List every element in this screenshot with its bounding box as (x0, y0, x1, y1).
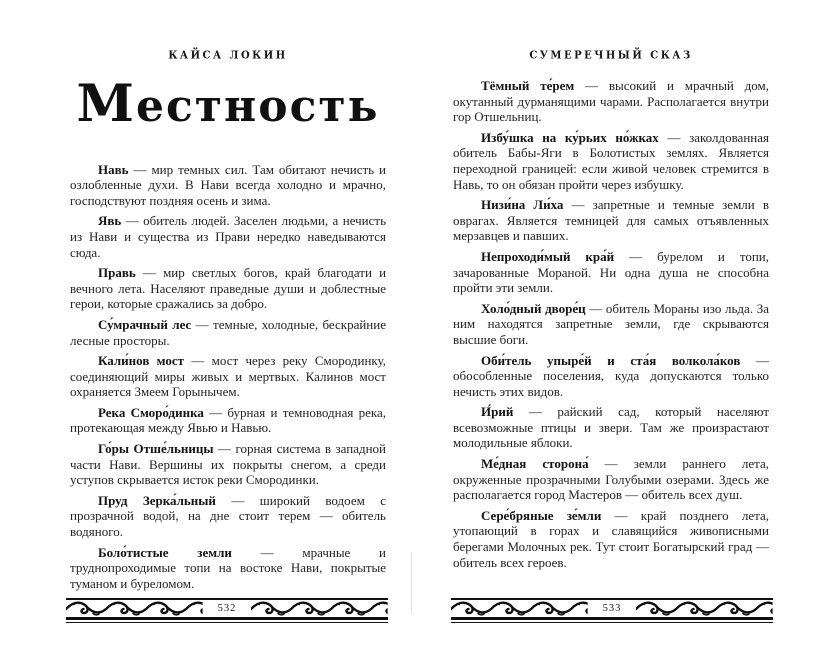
glossary-entry (70, 353, 386, 400)
vine-ornament (451, 601, 588, 617)
entry-term: И́рий (481, 404, 514, 420)
right-page (453, 50, 769, 575)
glossary-entry (70, 265, 386, 312)
dash-separator: — (571, 197, 585, 213)
entry-term: Явь (98, 213, 122, 229)
entry-term: Река Сморо́динка (98, 404, 204, 420)
entry-term: Избу́шка на ку́рьих но́жках (481, 129, 659, 145)
entry-definition: обособленные поселения, куда допускаются только нечисть этих видов. (453, 368, 769, 399)
vine-ornament (636, 601, 773, 617)
chapter-title: Местность (76, 73, 380, 134)
dash-separator: — (231, 492, 245, 508)
running-head-author: КАЙСА ЛОКИН (168, 49, 288, 62)
glossary-entry (453, 249, 769, 296)
glossary-entry (70, 162, 386, 209)
footer-thin-rule (66, 622, 388, 623)
dash-separator: — (195, 316, 209, 332)
dash-separator: — (629, 248, 643, 264)
entry-term: Боло́тистые земли (98, 544, 232, 560)
left-page (70, 50, 386, 596)
entry-definition: мрачные и труднопроходимые топи на востоке Нави, покрытые туманом и буреломом. (70, 544, 387, 591)
glossary-entry (453, 197, 769, 244)
dash-separator: — (191, 353, 205, 369)
entry-term: Пруд Зерка́льный (98, 492, 216, 508)
entry-term: Холо́дный дворе́ц (481, 300, 586, 316)
dash-separator: — (260, 544, 274, 560)
entry-definition: темные, холодные, бескрайние лесные просторы. (70, 316, 386, 348)
dash-separator: — (667, 129, 681, 145)
dash-separator: — (604, 456, 618, 472)
footer-right (451, 598, 773, 623)
glossary-entry (70, 441, 386, 488)
page-gutter-line (411, 552, 412, 614)
dash-separator: — (589, 300, 603, 316)
footer-ornament-band-left (66, 598, 388, 620)
entry-definition: мир темных сил. Там обитают нечисть и озлобленные духи. В Нави всегда холодно и мрачно, господствуют поздняя осень и зима. (70, 161, 386, 208)
entry-term: Тёмный те́рем (481, 78, 575, 93)
entry-definition: обитель Мораны изо льда. За ним находятся запретные земли, где скрываются высшие боги. (453, 300, 769, 347)
entry-term: Су́мрачный лес (98, 316, 192, 332)
glossary-entry (453, 456, 769, 503)
dash-separator: — (756, 352, 770, 368)
entry-term: Сере́бряные зе́мли (481, 507, 602, 523)
glossary-entries-right (453, 78, 769, 570)
entry-definition: бурная и темноводная река, протекающая между Явью и Навью. (70, 404, 387, 436)
glossary-entry (453, 508, 769, 570)
entry-definition: запретные и темные земли в оврагах. Является темницей для самых отъявленных мерзавцев и павших. (453, 197, 769, 244)
entry-definition: широкий водоем с прозрачной водой, на дне стоит терем — обитель водяного. (70, 492, 387, 540)
entry-term: Непроходи́мый кра́й (481, 248, 615, 264)
dash-separator: — (217, 441, 231, 457)
entry-definition: райский сад, который населяют всевозможные птицы и звери. Там же произрастают молодильные яблоки. (453, 404, 769, 451)
entry-definition: заколдованная обитель Бабы-Яги в Болотистых землях. Является переходной границей: если живой человек стремится в Навь, то он обязан пройти через избушку. (453, 129, 769, 192)
dash-separator: — (528, 404, 542, 420)
entry-definition: мир светлых богов, край благодати и вечного лета. Населяют праведные души и доблестные герои, которые сражались за добро. (70, 265, 387, 312)
glossary-entry (70, 545, 386, 592)
running-head-book-title: СУМЕРЕЧНЫЙ СКАЗ (529, 49, 693, 62)
glossary-entry (453, 130, 769, 192)
glossary-entry (453, 353, 769, 400)
entry-term: Ме́дная сторона́ (481, 456, 589, 472)
entry-definition: край позднего лета, утопающий в горах и славящийся живописными берегами Молочных рек. Тут стоит Богатырский град — обитель всех героев. (453, 507, 770, 570)
entry-term: Кали́нов мост (98, 353, 184, 369)
glossary-entry (70, 405, 386, 436)
glossary-entry (70, 317, 386, 348)
vine-ornament (251, 601, 388, 617)
entry-definition: горная система в западной части Нави. Вершины их покрыты снегом, а среди уступов скрывается исток реки Смородинки. (70, 441, 387, 488)
dash-separator: — (585, 78, 599, 93)
entry-term: Правь (98, 265, 136, 281)
page-number-left: 532 (217, 603, 237, 614)
footer-left (66, 598, 388, 623)
glossary-entry (453, 301, 769, 348)
entry-term: Низи́на Ли́ха (481, 197, 564, 213)
entry-definition: обитель людей. Заселен людьми, а нечисть из Нави и существа из Прави нередко наведываются сюда. (70, 213, 387, 260)
entry-definition: земли раннего лета, окруженные прозрачными Голубыми озерами. Здесь же располагается город Мастеров — обитель всех душ. (453, 456, 770, 503)
footer-ornament-band-right (451, 598, 773, 620)
entry-term: Навь (98, 161, 129, 177)
entry-definition: мост через реку Смородинку, соединяющий миры живых и мертвых. Калинов мост охраняется Змеем Горынычем. (70, 353, 387, 400)
glossary-entry (453, 78, 769, 125)
entry-term: Оби́тель упыре́й и ста́я волкола́ков (481, 352, 741, 368)
entry-definition: бурелом и топи, зачарованные Мораной. Ни одна душа не способна пройти эти земли. (453, 248, 770, 296)
glossary-entry (70, 213, 386, 260)
dash-separator: — (614, 507, 628, 523)
dash-separator: — (125, 213, 139, 229)
glossary-entry (70, 493, 386, 540)
page-number-right: 533 (602, 603, 622, 614)
dash-separator: — (209, 404, 223, 420)
dash-separator: — (142, 265, 156, 281)
footer-thin-rule (451, 622, 773, 623)
dash-separator: — (133, 161, 147, 177)
vine-ornament (66, 601, 203, 617)
glossary-entry (453, 404, 769, 451)
entry-term: Го́ры Отше́льницы (98, 441, 214, 457)
glossary-entries-left (70, 162, 386, 592)
entry-definition: высокий и мрачный дом, окутанный дурманящими чарами. Располагается внутри гор Отшельниц. (453, 78, 770, 125)
